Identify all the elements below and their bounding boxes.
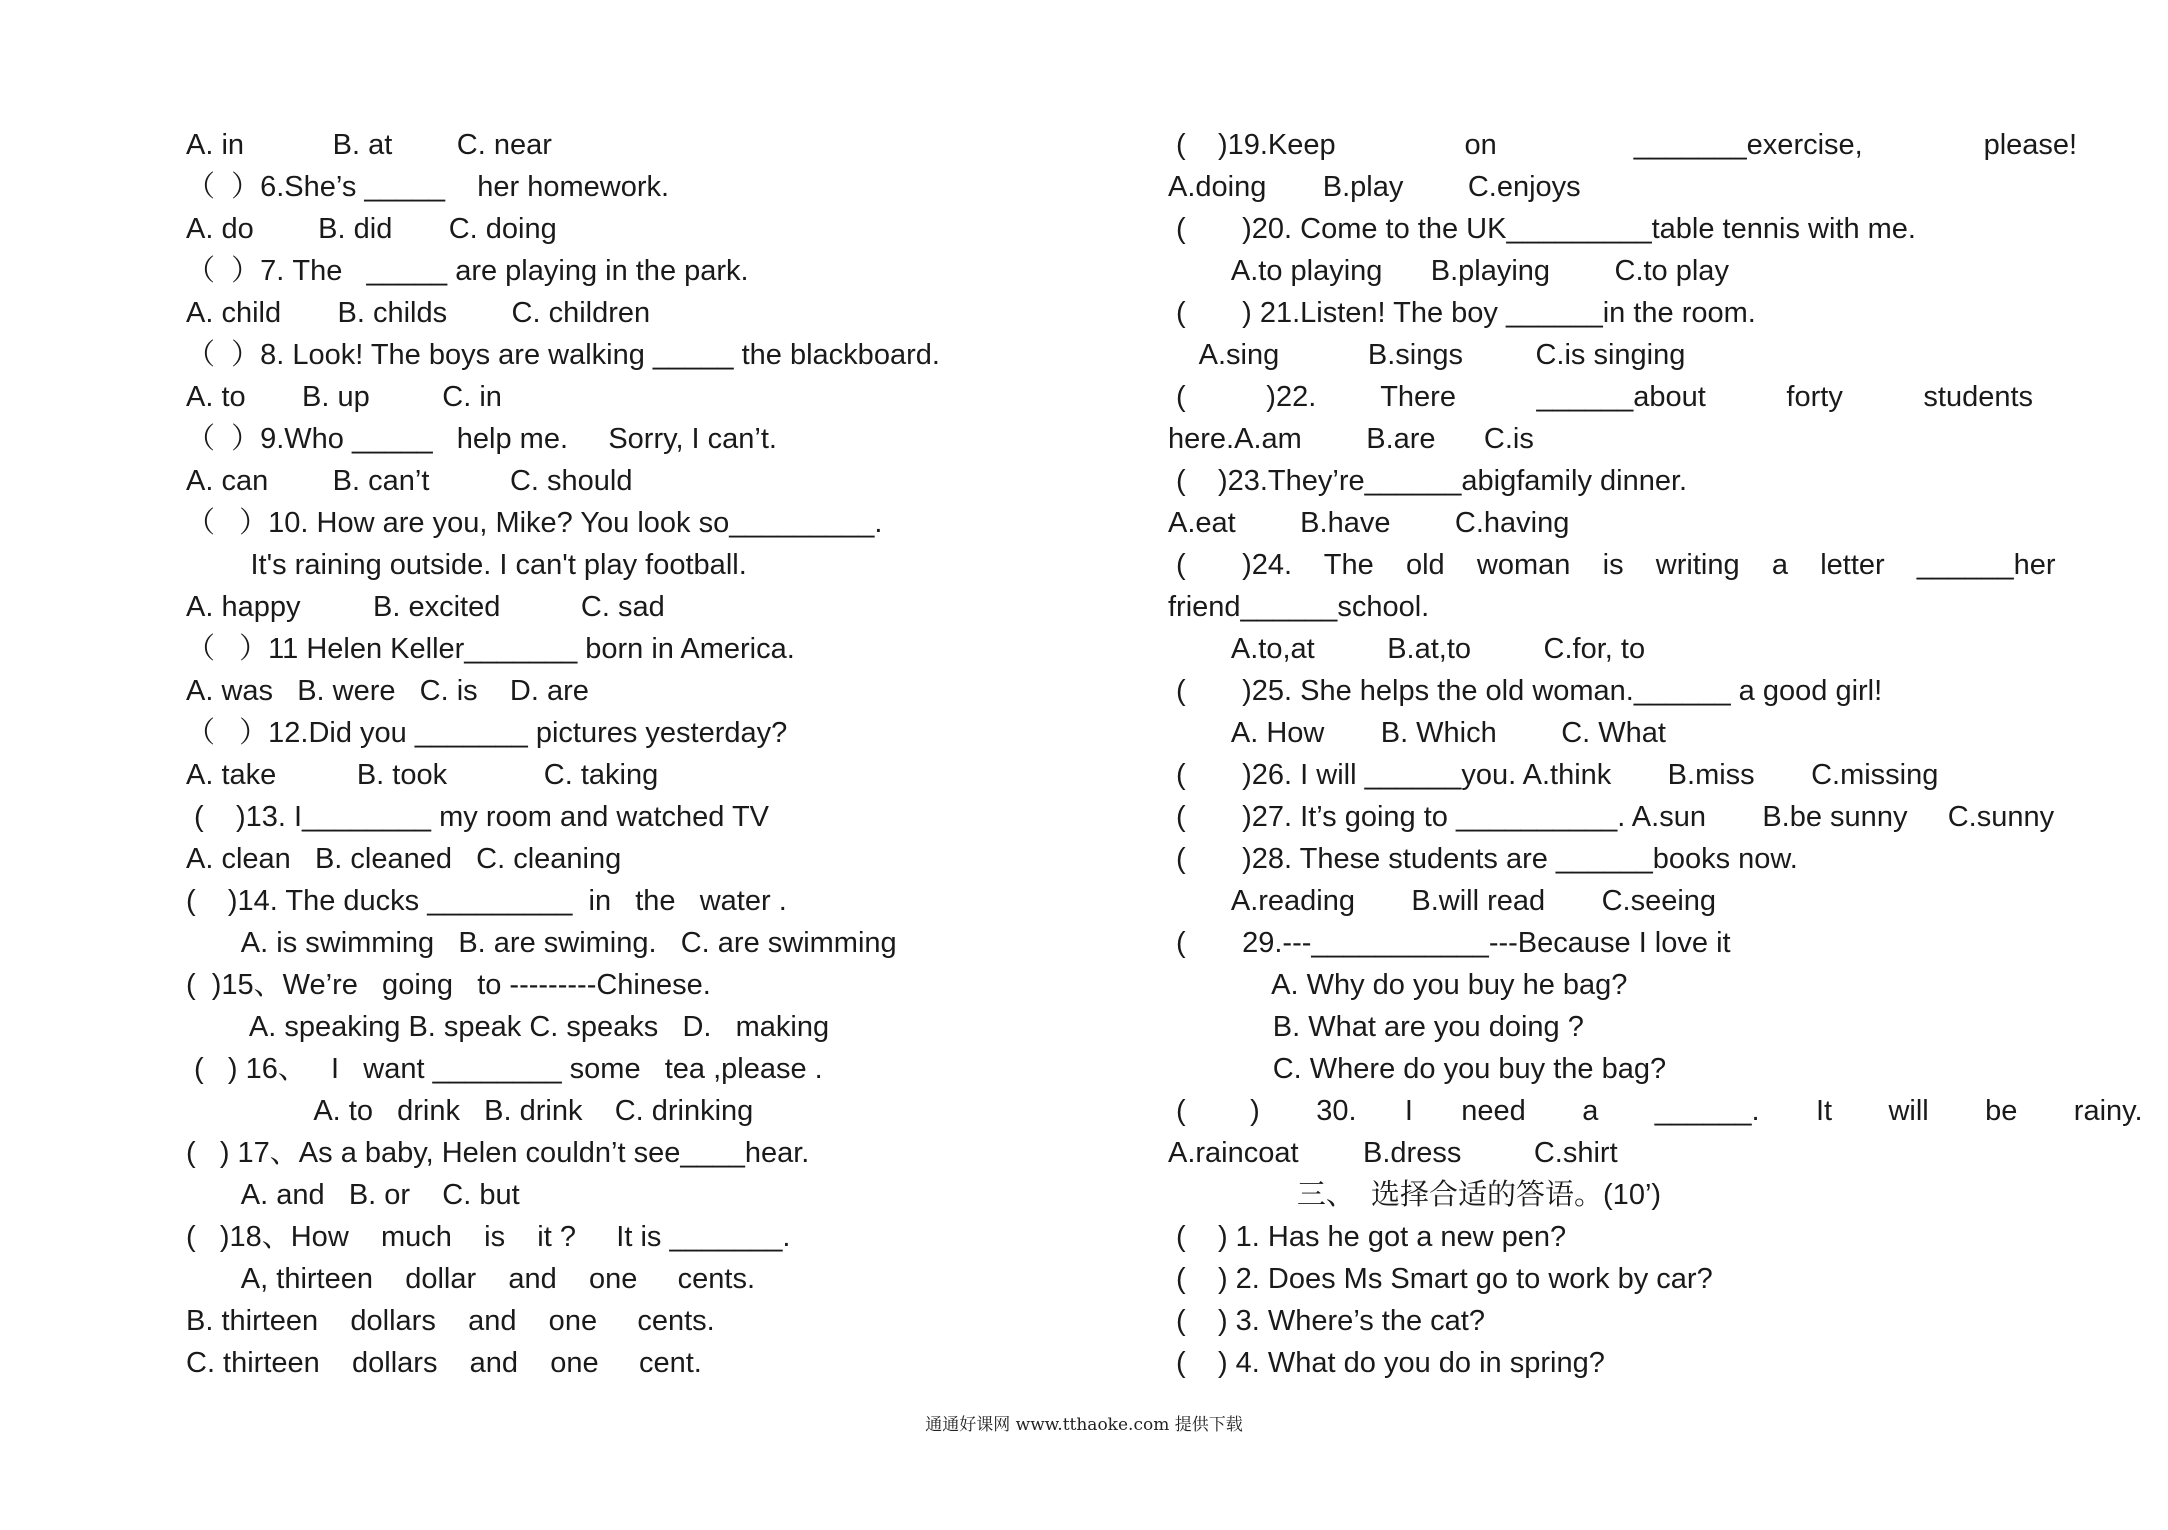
- question-line: A. take B. took C. taking: [186, 759, 659, 791]
- question-line: ( ) 3. Where’s the cat?: [1168, 1305, 1485, 1337]
- question-line: A. do B. did C. doing: [186, 213, 557, 245]
- question-line: A. and B. or C. but: [186, 1179, 520, 1211]
- question-line: ( )18、How much is it ? It is _______.: [186, 1221, 791, 1253]
- question-line: ( )27. It’s going to __________. A.sun B.be sunny C.sunny: [1168, 801, 2055, 833]
- question-line: A. can B. can’t C. should: [186, 465, 633, 497]
- question-line: ( ) 16、 I want ________ some tea ,please .: [186, 1053, 823, 1085]
- question-line: A. to drink B. drink C. drinking: [186, 1095, 754, 1127]
- question-line: ( ) 21.Listen! The boy ______in the room.: [1168, 297, 1756, 329]
- question-line: A. Why do you buy he bag?: [1168, 969, 1628, 1001]
- question-line: B. What are you doing ?: [1168, 1011, 1584, 1043]
- page-footer: 通通好课网 www.tthaoke.com 提供下载: [925, 1415, 1243, 1435]
- question-line: A. speaking B. speak C. speaks D. making: [186, 1011, 830, 1043]
- question-line: ( )14. The ducks _________ in the water .: [186, 885, 787, 917]
- question-line: A. child B. childs C. children: [186, 297, 651, 329]
- question-line: （ ）7. The _____ are playing in the park.: [186, 255, 749, 287]
- question-line: A. in B. at C. near: [186, 129, 552, 161]
- question-line: A. was B. were C. is D. are: [186, 675, 589, 707]
- question-line: friend______school.: [1168, 591, 1430, 623]
- question-line: （ ）11 Helen Keller_______ born in America.: [186, 633, 795, 665]
- question-line: ( ) 1. Has he got a new pen?: [1168, 1221, 1567, 1253]
- question-line: A. to B. up C. in: [186, 381, 502, 413]
- question-line: （ ）12.Did you _______ pictures yesterday?: [186, 717, 788, 749]
- question-line: ( )23.They’re______abigfamily dinner.: [1168, 465, 1688, 497]
- question-line: A.reading B.will read C.seeing: [1168, 885, 1717, 917]
- question-line: A. is swimming B. are swiming. C. are swimming: [186, 927, 897, 959]
- question-line: B. thirteen dollars and one cents.: [186, 1305, 715, 1337]
- question-line: ( )15、We’re going to ---------Chinese.: [186, 969, 711, 1001]
- question-line: （ ）6.She’s _____ her homework.: [186, 171, 670, 203]
- question-line: ( )26. I will ______you. A.think B.miss C.missing: [1168, 759, 1939, 791]
- question-line: A, thirteen dollar and one cents.: [186, 1263, 756, 1295]
- question-line: ( ) 4. What do you do in spring?: [1168, 1347, 1605, 1379]
- question-line: 三、 选择合适的答语。(10’): [1168, 1179, 1662, 1211]
- question-line: （ ）9.Who _____ help me. Sorry, I can’t.: [186, 423, 777, 455]
- question-line: A. happy B. excited C. sad: [186, 591, 665, 623]
- question-line: （ ）10. How are you, Mike? You look so_________.: [186, 507, 883, 539]
- question-line: A.doing B.play C.enjoys: [1168, 171, 1581, 203]
- question-line: A.to,at B.at,to C.for, to: [1168, 633, 1646, 665]
- question-line: ( ) 30. I need a ______. It will be rainy.: [1168, 1095, 2143, 1127]
- question-line: ( 29.---___________---Because I love it: [1168, 927, 1731, 959]
- right-column: [1168, 124, 2143, 1384]
- question-line: ( )13. I________ my room and watched TV: [186, 801, 770, 833]
- question-line: C. Where do you buy the bag?: [1168, 1053, 1667, 1085]
- question-line: A.raincoat B.dress C.shirt: [1168, 1137, 1618, 1169]
- question-line: A.eat B.have C.having: [1168, 507, 1570, 539]
- question-line: ( )22. There ______about forty students: [1168, 381, 2034, 413]
- question-line: C. thirteen dollars and one cent.: [186, 1347, 702, 1379]
- question-line: ( )24. The old woman is writing a letter ______her: [1168, 549, 2056, 581]
- question-line: （ ）8. Look! The boys are walking _____ the blackboard.: [186, 339, 940, 371]
- question-line: ( ) 17、As a baby, Helen couldn’t see____hear.: [186, 1137, 810, 1169]
- question-line: ( )25. She helps the old woman.______ a good girl!: [1168, 675, 1883, 707]
- question-line: A.to playing B.playing C.to play: [1168, 255, 1729, 287]
- question-line: ( )20. Come to the UK_________table tennis with me.: [1168, 213, 1916, 245]
- question-line: here.A.am B.are C.is: [1168, 423, 1534, 455]
- question-line: A. How B. Which C. What: [1168, 717, 1666, 749]
- left-column: [186, 124, 1086, 1384]
- question-line: A. clean B. cleaned C. cleaning: [186, 843, 622, 875]
- question-line: ( ) 2. Does Ms Smart go to work by car?: [1168, 1263, 1713, 1295]
- question-line: ( )28. These students are ______books now.: [1168, 843, 1798, 875]
- question-line: ( )19.Keep on _______exercise, please!: [1168, 129, 2078, 161]
- question-line: It's raining outside. I can't play football.: [186, 549, 747, 581]
- question-line: A.sing B.sings C.is singing: [1168, 339, 1686, 371]
